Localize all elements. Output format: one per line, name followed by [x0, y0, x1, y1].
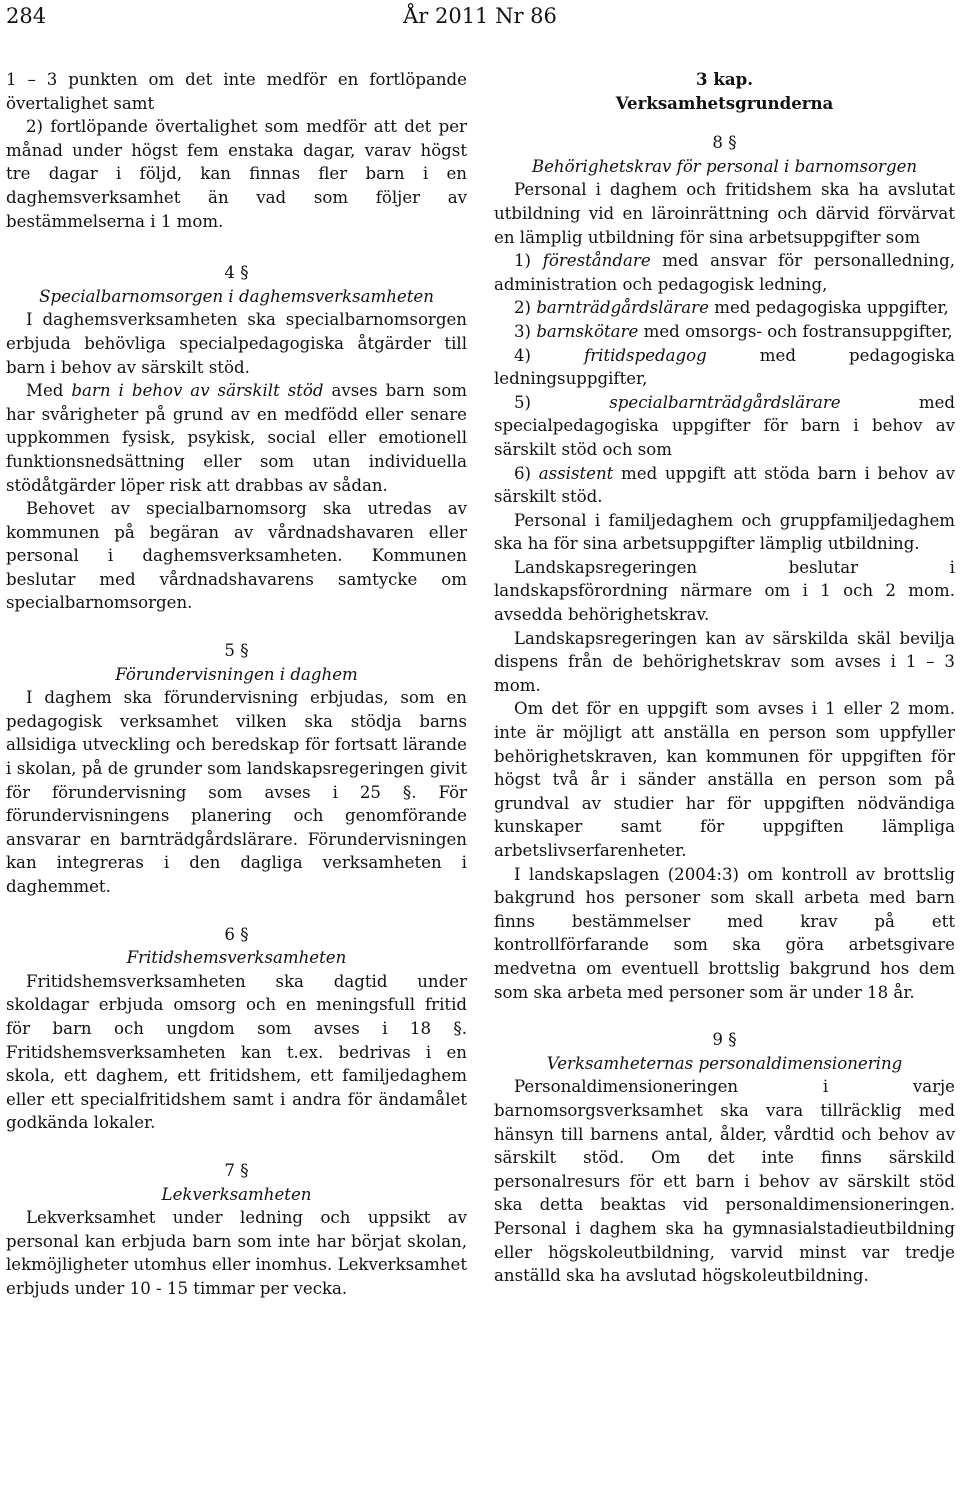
section-8-list-item — [494, 296, 955, 320]
page-header — [6, 4, 954, 36]
section-9-title: Verksamheternas personaldimensionering — [546, 1053, 903, 1073]
section-7-heading — [6, 1159, 467, 1206]
section-6-title: Fritidshemsverksamheten — [126, 948, 347, 968]
section-8-list-item — [494, 462, 955, 509]
section-9-number: 9 § — [712, 1030, 737, 1050]
list-item-role: fritidspedagog — [584, 345, 707, 365]
section-4-title: Specialbarnomsorgen i daghemsverksamheten — [39, 286, 434, 306]
list-item-number: 1) — [514, 251, 543, 271]
section-8-list-item — [494, 344, 955, 391]
left-column — [6, 68, 467, 1301]
intro-item-1: 1 – 3 punkten om det inte medför en fortlöpande övertalighet samt — [6, 70, 467, 113]
list-item-number: 5) — [514, 392, 610, 412]
section-8-list-item — [494, 320, 955, 344]
section-8-list-item — [494, 391, 955, 462]
section-7-paragraph-1: Lekverksamhet under ledning och uppsikt av personal kan erbjuda barn som inte har börjat skolan, lekmöjligheter utomhus eller inomhus. Lekverksamhet erbjuds under 10 - 15 timmar per vecka. — [6, 1208, 467, 1298]
section-4-paragraph-2-end: avses barn som har svårigheter på grund av en medfödd eller senare uppkommen fysisk, psykisk, social eller emotionell funktionsnedsättning eller som utan individuella stödåtgärder löper risk att drabbas av sådan. — [6, 381, 467, 495]
chapter-title: Verksamhetsgrunderna — [615, 92, 834, 113]
section-4-paragraph-2 — [6, 379, 467, 497]
section-6-number: 6 § — [224, 924, 249, 944]
section-8-title: Behörighetskrav för personal i barnomsorgen — [531, 156, 918, 176]
list-item-number: 2) — [514, 298, 537, 318]
list-item-role: föreståndare — [542, 251, 651, 271]
section-9-paragraph-1: Personaldimensioneringen i varje barnomsorgsverksamhet ska vara tillräcklig med hänsyn till barnens antal, ålder, vårdtid och behov av särskilt stöd. Om det inte finns särskild personalresurs för ett barn i behov av särskilt stöd ska detta beaktas vid personaldimensioneringen. Personal i daghem ska ha gymnasialstadieutbildning eller högskoleutbildning, varvid minst var tredje anställd ska ha avslutad högskoleutbildning. — [494, 1077, 955, 1286]
section-4-heading — [6, 261, 467, 308]
list-item-number: 4) — [514, 345, 585, 365]
section-8-list-item — [494, 249, 955, 296]
list-item-text: med pedagogiska ledningsuppgifter, — [494, 345, 955, 389]
section-4-defined-term: barn i behov av särskilt stöd — [71, 381, 324, 401]
section-4-number: 4 § — [224, 263, 249, 283]
list-item-role: specialbarnträdgårdslärare — [609, 392, 841, 412]
list-item-number: 6) — [514, 463, 539, 483]
list-item-role: assistent — [538, 463, 614, 483]
issue-title: År 2011 Nr 86 — [403, 4, 557, 28]
section-9-heading — [494, 1028, 955, 1075]
list-item-role: barnträdgårdslärare — [536, 298, 709, 318]
list-item-number: 3) — [514, 321, 537, 341]
list-item-text: med omsorgs- och fostransuppgifter, — [638, 321, 953, 341]
list-item-role: barnskötare — [536, 321, 639, 341]
section-8-number: 8 § — [712, 133, 737, 153]
section-6-heading — [6, 923, 467, 970]
section-8-heading — [494, 131, 955, 178]
section-8-paragraph-5: Om det för en uppgift som avses i 1 eller 2 mom. inte är möjligt att anställa en person som uppfyller behörighetskraven, kan kommunen för uppgiften för högst två år i sänder anställa en person som på grundval av studier har för uppgiften nödvändiga kunskaper samt för uppgiften lämpliga arbetslivserfarenheter. — [494, 699, 955, 860]
section-5-number: 5 § — [224, 641, 249, 661]
section-8-paragraph-6: I landskapslagen (2004:3) om kontroll av brottslig bakgrund hos personer som skall arbeta med barn finns bestämmelser med krav på ett kontrollförfarande som ska göra arbetsgivare medvetna om eventuell brottslig bakgrund hos dem som ska arbeta med personer som är under 18 år. — [494, 864, 955, 1002]
right-column — [494, 68, 955, 1288]
section-4-paragraph-1: I daghemsverksamheten ska specialbarnomsorgen erbjuda behövliga specialpedagogiska åtgärder till barn i behov av särskilt stöd. — [6, 310, 467, 377]
section-8-paragraph-2: Personal i familjedaghem och gruppfamiljedaghem ska ha för sina arbetsuppgifter lämplig utbildning. — [494, 510, 955, 554]
chapter-heading — [494, 68, 955, 115]
section-7-title: Lekverksamheten — [161, 1184, 312, 1204]
section-5-heading — [6, 639, 467, 686]
section-6-paragraph-1: Fritidshemsverksamheten ska dagtid under skoldagar erbjuda omsorg och en meningsfull fritid för barn och ungdom som avses i 18 §. Fritidshemsverksamheten kan t.ex. bedrivas i en skola, ett daghem, ett fritidshem, ett familjedaghem eller ett specialfritidshem samt i andra för ändamålet godkända lokaler. — [6, 971, 467, 1133]
section-4-paragraph-3: Behovet av specialbarnomsorg ska utredas av kommunen på begäran av vårdnadshavaren eller personal i daghemsverksamheten. Kommunen beslutar med vårdnadshavarens samtycke om specialbarnomsorgen. — [6, 499, 467, 613]
list-item-text: med uppgift att stöda barn i behov av särskilt stöd. — [494, 463, 955, 507]
intro-item-2: 2) fortlöpande övertalighet som medför att det per månad under högst fem enstaka dagar, varav högst tre dagar i följd, kan finnas fler barn i en daghemsverksamhet än vad som följer av bestämmelserna i 1 mom. — [6, 117, 467, 231]
section-5-title: Förundervisningen i daghem — [115, 664, 358, 684]
chapter-number: 3 kap. — [696, 69, 753, 89]
section-8-paragraph-4: Landskapsregeringen kan av särskilda skäl bevilja dispens från de behörighetskrav som avses i 1 – 3 mom. — [494, 628, 955, 695]
section-8-paragraph-1: Personal i daghem och fritidshem ska ha avslutat utbildning vid en läroinrättning och därvid förvärvat en lämplig utbildning för sina arbetsuppgifter som — [494, 180, 955, 247]
section-7-number: 7 § — [224, 1160, 249, 1180]
page-number: 284 — [6, 4, 47, 28]
section-4-paragraph-2-start: Med — [26, 381, 72, 401]
list-item-text: med ansvar för personalledning, administration och pedagogisk ledning, — [494, 251, 955, 294]
section-8-paragraph-3: Landskapsregeringen beslutar i landskapsförordning närmare om i 1 och 2 mom. avsedda behörighetskrav. — [494, 557, 955, 625]
list-item-text: med pedagogiska uppgifter, — [708, 298, 949, 318]
list-item-text: med specialpedagogiska uppgifter för barn i behov av särskilt stöd och som — [494, 392, 956, 459]
section-5-paragraph-1: I daghem ska förundervisning erbjudas, som en pedagogisk verksamhet vilken ska stödja barns allsidiga utveckling och beredskap för fortsatt lärande i skolan, på de grunder som landskapsregeringen givit för förundervisning som avses i 25 §. För förundervisningens planering och genomförande ansvarar en barnträdgårdslärare. Förundervisningen kan integreras i den dagliga verksamheten i daghemmet. — [6, 688, 467, 896]
